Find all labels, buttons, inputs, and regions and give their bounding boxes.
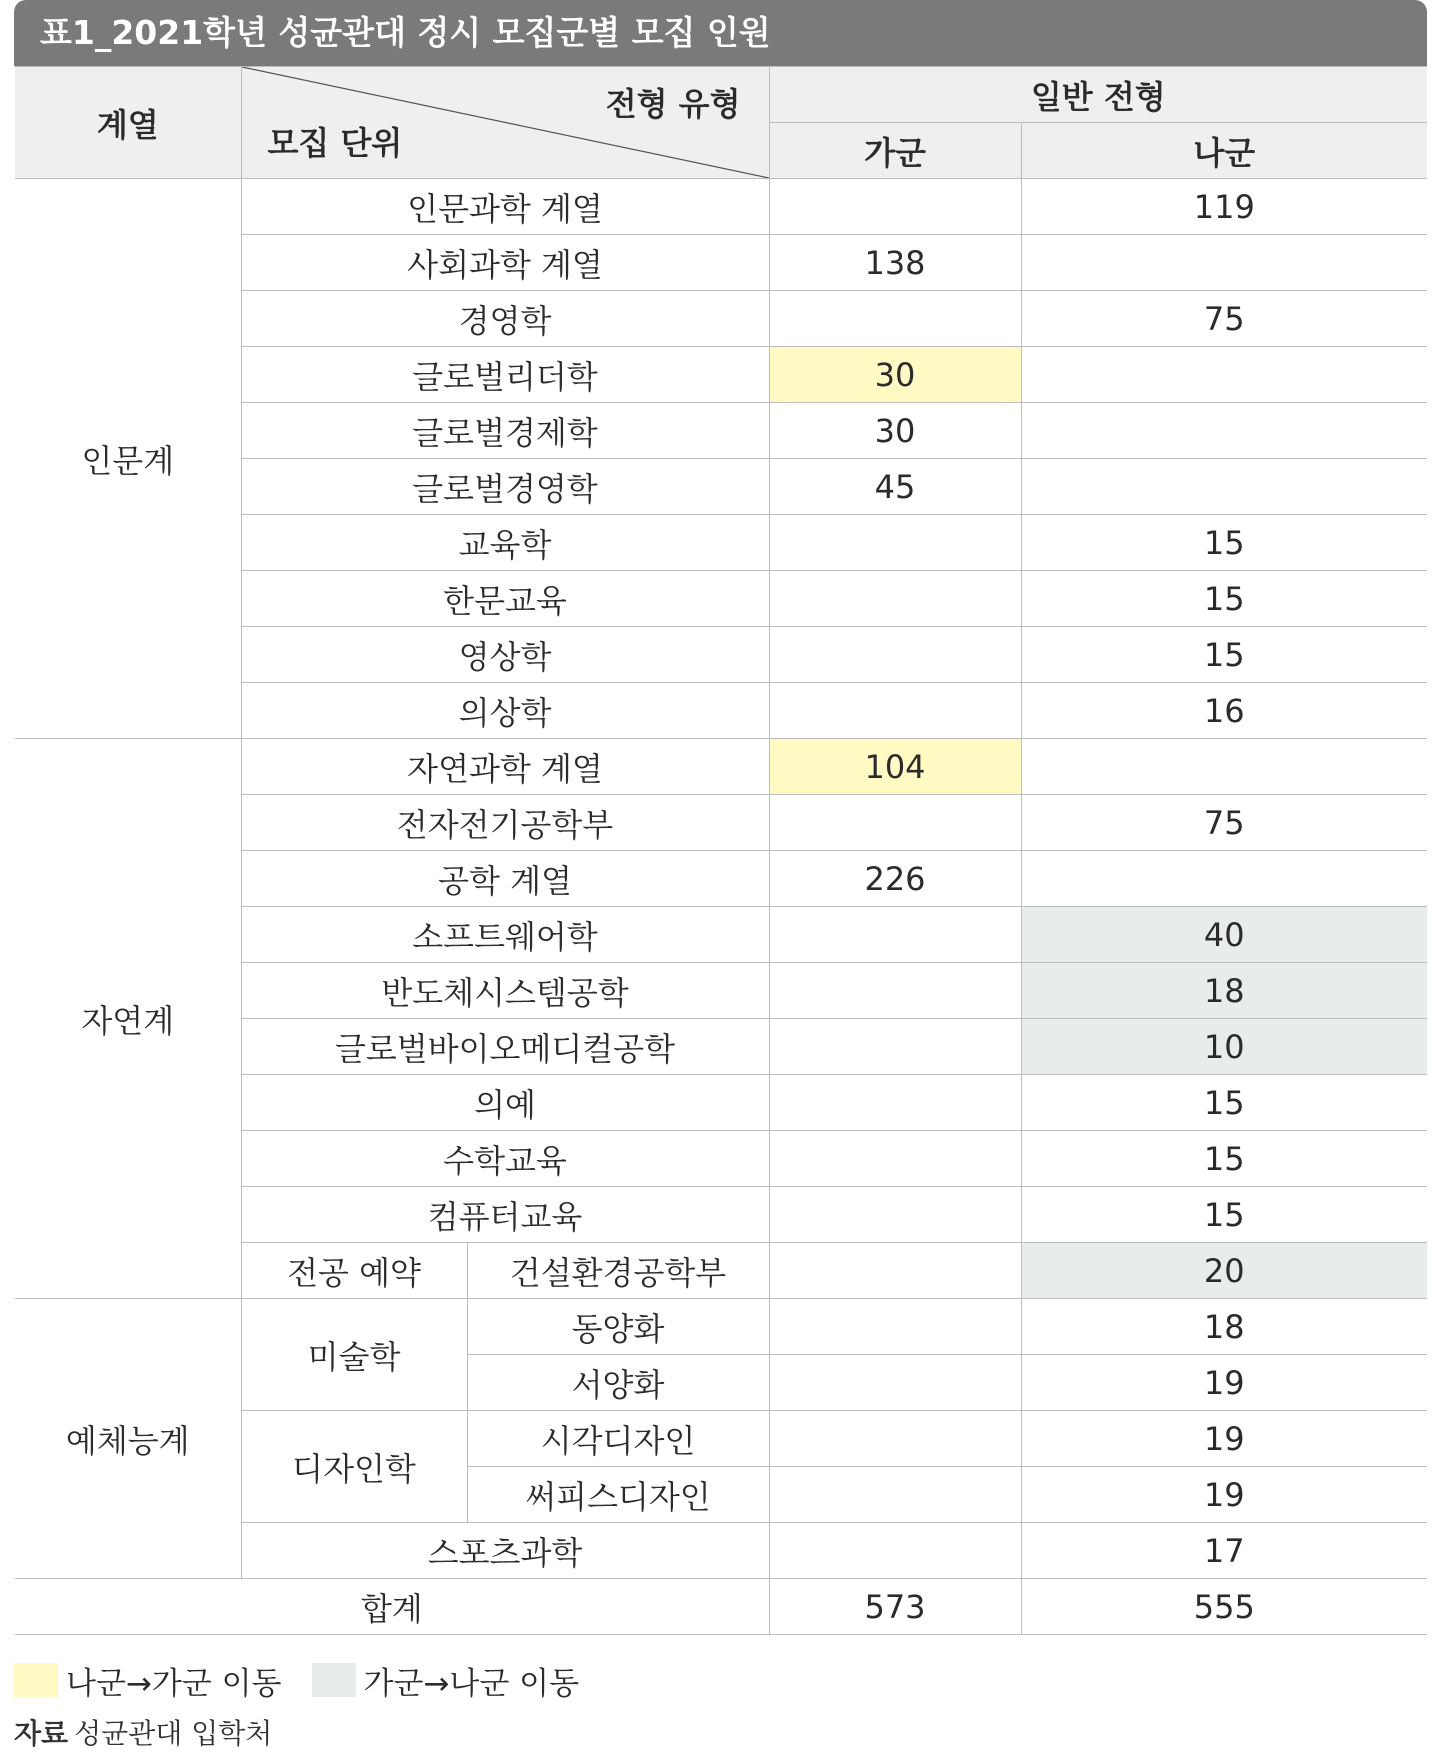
unit-cell: 스포츠과학 bbox=[241, 1523, 769, 1579]
unit-cell: 의예 bbox=[241, 1075, 769, 1131]
na-cell: 75 bbox=[1021, 291, 1427, 347]
ga-cell bbox=[769, 1411, 1021, 1467]
table-row bbox=[15, 179, 1427, 235]
unit-cell: 글로벌경영학 bbox=[241, 459, 769, 515]
na-cell bbox=[1021, 851, 1427, 907]
ga-cell bbox=[769, 1019, 1021, 1075]
unit-cell: 글로벌경제학 bbox=[241, 403, 769, 459]
header-jeonhyeong-type: 전형 유형 bbox=[605, 85, 741, 123]
source-text: 성균관대 입학처 bbox=[74, 1717, 273, 1750]
unit-cell: 경영학 bbox=[241, 291, 769, 347]
na-cell: 17 bbox=[1021, 1523, 1427, 1579]
na-cell: 19 bbox=[1021, 1467, 1427, 1523]
ga-cell: 45 bbox=[769, 459, 1021, 515]
ga-cell bbox=[769, 1131, 1021, 1187]
ga-cell bbox=[769, 179, 1021, 235]
na-cell-moved: 10 bbox=[1021, 1019, 1427, 1075]
unit-cell: 사회과학 계열 bbox=[241, 235, 769, 291]
unit-cell: 시각디자인 bbox=[467, 1411, 769, 1467]
na-cell: 15 bbox=[1021, 1131, 1427, 1187]
unit-cell: 컴퓨터교육 bbox=[241, 1187, 769, 1243]
unit-cell: 건설환경공학부 bbox=[467, 1243, 769, 1299]
admission-table bbox=[15, 66, 1427, 1635]
ga-cell bbox=[769, 1523, 1021, 1579]
legend-item-na-to-ga bbox=[14, 1658, 282, 1703]
ga-cell bbox=[769, 1299, 1021, 1355]
total-na: 555 bbox=[1021, 1579, 1427, 1635]
legend-swatch-yellow bbox=[14, 1663, 58, 1697]
ga-cell-moved: 104 bbox=[769, 739, 1021, 795]
na-cell: 15 bbox=[1021, 571, 1427, 627]
ga-cell-moved: 30 bbox=[769, 347, 1021, 403]
subgroup-design: 디자인학 bbox=[241, 1411, 467, 1523]
header-diagonal-cell bbox=[241, 67, 769, 179]
table-row bbox=[15, 739, 1427, 795]
group-inmun: 인문계 bbox=[15, 179, 241, 739]
total-row bbox=[15, 1579, 1427, 1635]
ga-cell bbox=[769, 683, 1021, 739]
na-cell: 75 bbox=[1021, 795, 1427, 851]
legend-label: 나군→가군 이동 bbox=[66, 1665, 282, 1702]
na-cell bbox=[1021, 235, 1427, 291]
total-ga: 573 bbox=[769, 1579, 1021, 1635]
ga-cell bbox=[769, 795, 1021, 851]
na-cell: 19 bbox=[1021, 1411, 1427, 1467]
na-cell: 19 bbox=[1021, 1355, 1427, 1411]
total-label: 합계 bbox=[15, 1579, 769, 1635]
na-cell bbox=[1021, 459, 1427, 515]
subgroup-major-reserve: 전공 예약 bbox=[241, 1243, 467, 1299]
ga-cell bbox=[769, 515, 1021, 571]
ga-cell bbox=[769, 1243, 1021, 1299]
ga-cell: 138 bbox=[769, 235, 1021, 291]
unit-cell: 써피스디자인 bbox=[467, 1467, 769, 1523]
ga-cell bbox=[769, 627, 1021, 683]
na-cell-moved: 18 bbox=[1021, 963, 1427, 1019]
ga-cell bbox=[769, 963, 1021, 1019]
header-ga: 가군 bbox=[769, 123, 1021, 179]
na-cell: 15 bbox=[1021, 515, 1427, 571]
unit-cell: 서양화 bbox=[467, 1355, 769, 1411]
na-cell: 15 bbox=[1021, 1187, 1427, 1243]
unit-cell: 수학교육 bbox=[241, 1131, 769, 1187]
unit-cell: 교육학 bbox=[241, 515, 769, 571]
unit-cell: 공학 계열 bbox=[241, 851, 769, 907]
na-cell bbox=[1021, 347, 1427, 403]
source-label: 자료 bbox=[14, 1717, 69, 1750]
unit-cell: 반도체시스템공학 bbox=[241, 963, 769, 1019]
subgroup-art: 미술학 bbox=[241, 1299, 467, 1411]
na-cell-moved: 40 bbox=[1021, 907, 1427, 963]
source-note bbox=[14, 1712, 272, 1752]
header-gyeyeol: 계열 bbox=[15, 67, 241, 179]
ga-cell bbox=[769, 907, 1021, 963]
unit-cell: 의상학 bbox=[241, 683, 769, 739]
unit-cell: 전자전기공학부 bbox=[241, 795, 769, 851]
na-cell: 15 bbox=[1021, 1075, 1427, 1131]
ga-cell bbox=[769, 1187, 1021, 1243]
table-row bbox=[15, 1299, 1427, 1355]
unit-cell: 자연과학 계열 bbox=[241, 739, 769, 795]
ga-cell bbox=[769, 1355, 1021, 1411]
na-cell: 15 bbox=[1021, 627, 1427, 683]
unit-cell: 소프트웨어학 bbox=[241, 907, 769, 963]
group-yechae: 예체능계 bbox=[15, 1299, 241, 1579]
table-title: 표1_2021학년 성균관대 정시 모집군별 모집 인원 bbox=[14, 0, 1427, 66]
legend-item-ga-to-na bbox=[312, 1658, 580, 1703]
group-jayeon: 자연계 bbox=[15, 739, 241, 1299]
legend bbox=[14, 1660, 609, 1700]
ga-cell bbox=[769, 571, 1021, 627]
ga-cell bbox=[769, 1075, 1021, 1131]
na-cell: 16 bbox=[1021, 683, 1427, 739]
ga-cell bbox=[769, 291, 1021, 347]
header-na: 나군 bbox=[1021, 123, 1427, 179]
legend-label: 가군→나군 이동 bbox=[363, 1665, 580, 1702]
ga-cell: 226 bbox=[769, 851, 1021, 907]
unit-cell: 인문과학 계열 bbox=[241, 179, 769, 235]
na-cell: 18 bbox=[1021, 1299, 1427, 1355]
legend-swatch-gray bbox=[312, 1663, 356, 1697]
ga-cell bbox=[769, 1467, 1021, 1523]
header-general: 일반 전형 bbox=[769, 67, 1427, 123]
na-cell bbox=[1021, 403, 1427, 459]
na-cell bbox=[1021, 739, 1427, 795]
unit-cell: 동양화 bbox=[467, 1299, 769, 1355]
unit-cell: 한문교육 bbox=[241, 571, 769, 627]
na-cell-moved: 20 bbox=[1021, 1243, 1427, 1299]
header-unit: 모집 단위 bbox=[267, 124, 403, 162]
unit-cell: 글로벌리더학 bbox=[241, 347, 769, 403]
unit-cell: 글로벌바이오메디컬공학 bbox=[241, 1019, 769, 1075]
na-cell: 119 bbox=[1021, 179, 1427, 235]
unit-cell: 영상학 bbox=[241, 627, 769, 683]
ga-cell: 30 bbox=[769, 403, 1021, 459]
